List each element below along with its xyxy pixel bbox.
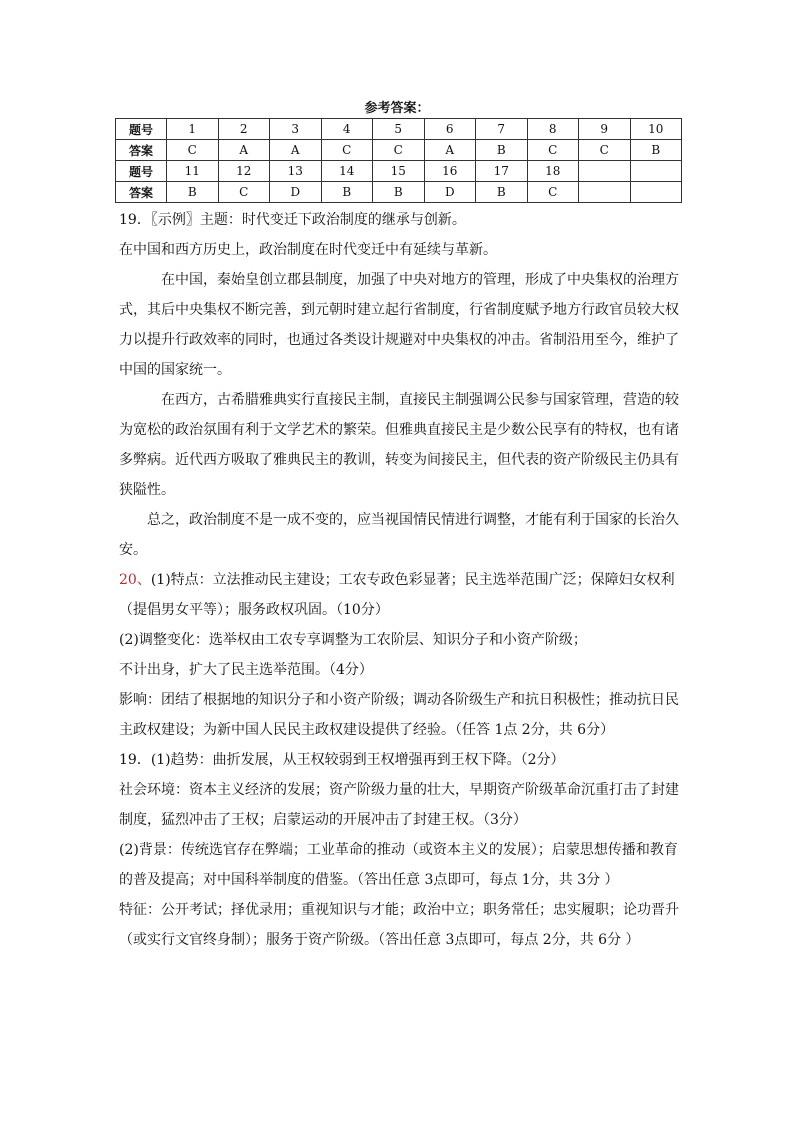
q19a-para1-line: 式，其后中央集权不断完善，到元朝时建立起行省制度，行省制度赋予地方行政官员较大权 <box>119 302 679 318</box>
q19a-para1-line: 在中国，秦始皇创立郡县制度，加强了中央对地方的管理，形成了中央集权的治理方 <box>161 272 679 288</box>
table-cell: B <box>630 140 682 161</box>
q19a-para1-line: 中国的国家统一。 <box>119 362 231 378</box>
table-cell: C <box>218 182 270 203</box>
table-cell: C <box>527 182 579 203</box>
answer-table <box>115 118 682 203</box>
table-cell: A <box>424 140 476 161</box>
q19b-line: 19．(1)趋势：曲折发展，从王权较弱到王权增强再到王权下降。（2分） <box>119 752 565 768</box>
table-cell: B <box>373 182 425 203</box>
row-header: 答案 <box>116 182 167 203</box>
q19a-para2-line: 狭隘性。 <box>119 482 175 498</box>
q19b-line: 社会环境：资本主义经济的发展；资产阶级力量的壮大，早期资产阶级革命沉重打击了封建 <box>119 782 679 798</box>
table-row <box>116 182 682 203</box>
table-cell: 7 <box>476 119 528 140</box>
q20-number: 20、 <box>119 572 151 588</box>
table-cell: 4 <box>321 119 373 140</box>
table-cell: 17 <box>476 161 528 182</box>
table-cell: B <box>167 182 219 203</box>
table-cell <box>579 182 631 203</box>
table-cell: B <box>476 182 528 203</box>
table-cell: C <box>321 140 373 161</box>
table-cell: 9 <box>579 119 631 140</box>
table-cell: C <box>579 140 631 161</box>
q20-line: 不计出身，扩大了民主选举范围。（4分） <box>119 662 373 678</box>
table-cell: 2 <box>218 119 270 140</box>
table-cell: 14 <box>321 161 373 182</box>
q20-line: 影响：团结了根据地的知识分子和小资产阶级；调动各阶级生产和抗日积极性；推动抗日民 <box>119 692 679 708</box>
q19b-line: (2)背景：传统选官存在弊端；工业革命的推动（或资本主义的发展）；启蒙思想传播和教育 <box>119 842 678 858</box>
q19a-conclusion-line: 总之，政治制度不是一成不变的，应当视国情民情进行调整，才能有利于国家的长治久 <box>147 512 679 528</box>
table-cell: C <box>373 140 425 161</box>
table-cell: 11 <box>167 161 219 182</box>
table-cell: 13 <box>270 161 322 182</box>
table-cell: 10 <box>630 119 682 140</box>
table-row <box>116 119 682 140</box>
row-header: 题号 <box>116 119 167 140</box>
table-cell: 5 <box>373 119 425 140</box>
table-cell: B <box>321 182 373 203</box>
table-row <box>116 140 682 161</box>
q19a-para2-line: 为宽松的政治氛围有利于文学艺术的繁荣。但雅典直接民主是少数公民享有的特权，也有诸 <box>119 422 679 438</box>
table-cell: 15 <box>373 161 425 182</box>
q19a-para2-line: 在西方，古希腊雅典实行直接民主制，直接民主制强调公民参与国家管理，营造的较 <box>161 392 679 408</box>
table-cell: D <box>270 182 322 203</box>
table-cell <box>630 161 682 182</box>
table-cell: C <box>167 140 219 161</box>
table-cell <box>579 161 631 182</box>
table-row <box>116 161 682 182</box>
table-cell: 3 <box>270 119 322 140</box>
q19a-intro: 在中国和西方历史上，政治制度在时代变迁中有延续与革新。 <box>119 242 497 258</box>
q19b-line: 制度，猛烈冲击了王权；启蒙运动的开展冲击了封建王权。（3分） <box>119 812 527 828</box>
q19b-line: 特征：公开考试；择优录用；重视知识与才能；政治中立；职务常任；忠实履职；论功晋升 <box>119 902 679 918</box>
q19a-heading: 19．〖示例〗主题：时代变迁下政治制度的继承与创新。 <box>119 212 466 228</box>
table-cell: B <box>476 140 528 161</box>
q19a-para2-line: 多弊病。近代西方吸取了雅典民主的教训，转变为间接民主，但代表的资产阶级民主仍具有 <box>119 452 679 468</box>
table-cell: C <box>527 140 579 161</box>
answer-text <box>119 205 679 955</box>
table-cell <box>630 182 682 203</box>
q19b-line: （或实行文官终身制）；服务于资产阶级。（答出任意 3点即可，每点 2分，共 6分 ） <box>119 932 640 948</box>
q20-line: (2)调整变化：选举权由工农专享调整为工农阶层、知识分子和小资产阶级； <box>119 632 587 648</box>
q19a-conclusion-line: 安。 <box>119 542 147 558</box>
table-cell: 1 <box>167 119 219 140</box>
row-header: 答案 <box>116 140 167 161</box>
q20-line: （提倡男女平等）；服务政权巩固。（10分） <box>119 602 389 618</box>
table-cell: 12 <box>218 161 270 182</box>
table-cell: A <box>270 140 322 161</box>
row-header: 题号 <box>116 161 167 182</box>
answer-key-title: 参考答案： <box>364 101 430 116</box>
q19b-line: 的普及提高；对中国科举制度的借鉴。（答出任意 3点即可，每点 1分，共 3分 ） <box>119 872 619 888</box>
table-cell: A <box>218 140 270 161</box>
table-cell: D <box>424 182 476 203</box>
table-cell: 6 <box>424 119 476 140</box>
table-cell: 18 <box>527 161 579 182</box>
q20-part1-text: (1)特点：立法推动民主建设；工农专政色彩显著；民主选举范围广泛；保障妇女权利 <box>150 572 675 588</box>
table-cell: 8 <box>527 119 579 140</box>
table-cell: 16 <box>424 161 476 182</box>
q20-line: 主政权建设；为新中国人民民主政权建设提供了经验。（任答 1点 2分，共 6分） <box>119 722 615 738</box>
q19a-para1-line: 力以提升行政效率的同时，也通过各类设计规避对中央集权的冲击。省制沿用至今，维护了 <box>119 332 679 348</box>
q20-line <box>119 565 679 595</box>
